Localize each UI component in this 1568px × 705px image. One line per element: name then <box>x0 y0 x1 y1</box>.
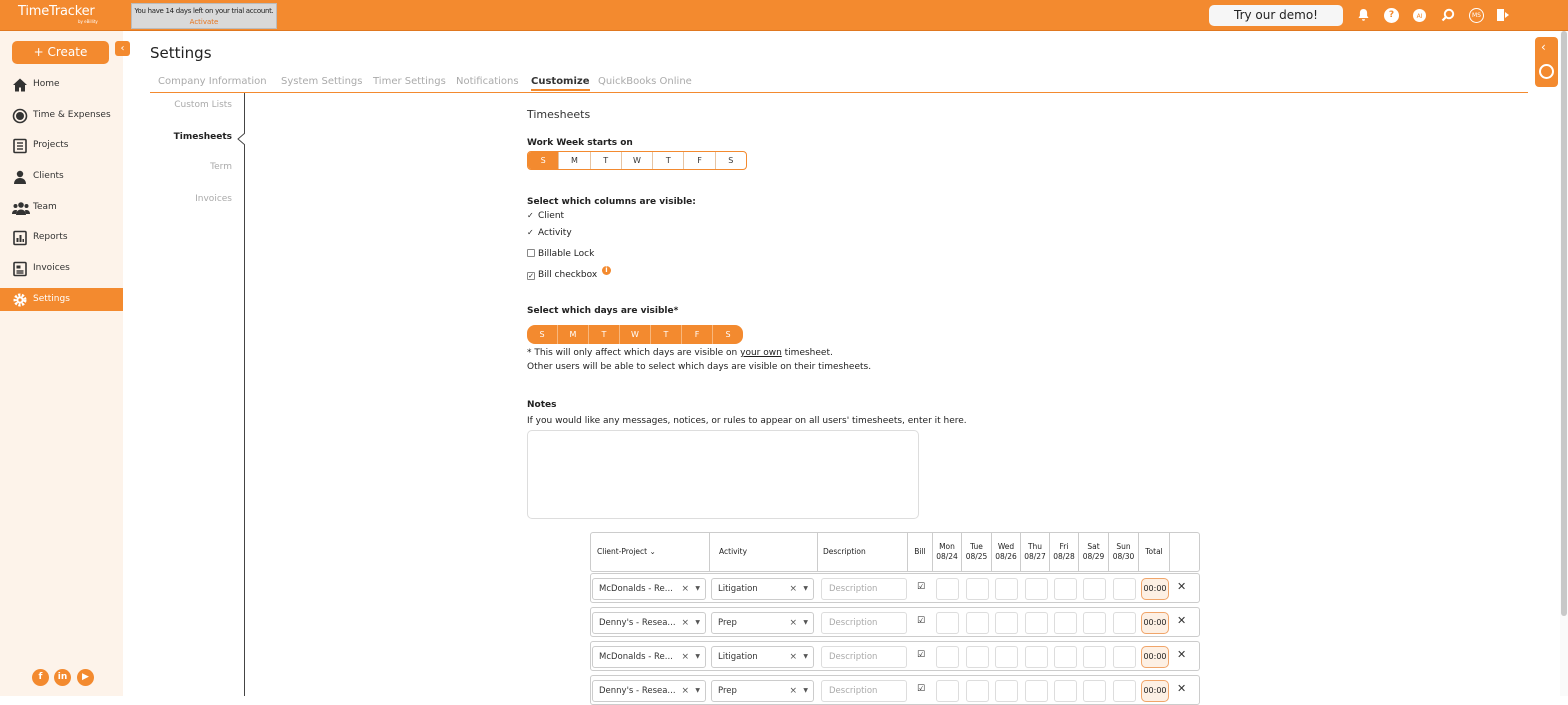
tab-quickbooks-online[interactable]: QuickBooks Online <box>598 76 692 87</box>
client-project-select[interactable]: Denny's - Resea... × ▼ <box>592 612 706 634</box>
top-bar <box>0 0 1568 31</box>
chevron-left-icon: ‹ <box>1541 40 1546 54</box>
notes-textarea[interactable] <box>527 430 919 519</box>
timesheet-header <box>590 532 1200 572</box>
svg-text:AI: AI <box>1416 13 1423 20</box>
visible-days-label: Select which days are visible* <box>527 306 679 316</box>
table-row <box>590 675 1200 705</box>
trial-text: You have 14 days left on your trial account. <box>134 7 274 15</box>
day-hours-input[interactable] <box>936 578 959 600</box>
row-total: 00:00 <box>1141 680 1169 702</box>
sidebar-item-projects[interactable] <box>0 134 123 157</box>
day-hours-input[interactable] <box>995 680 1018 702</box>
logout-icon[interactable] <box>1496 8 1511 23</box>
bill-checkbox[interactable]: ☑ <box>917 582 926 592</box>
settings-tabs <box>150 76 1528 93</box>
week-start-day[interactable]: W <box>622 152 653 169</box>
search-icon[interactable] <box>1440 8 1455 23</box>
subnav-invoices[interactable]: Invoices <box>195 194 232 204</box>
col-day: Mon 08/24 <box>933 533 962 571</box>
gear-icon <box>12 292 28 308</box>
chevron-down-icon: ▼ <box>803 619 808 626</box>
chevron-down-icon: ▼ <box>695 653 700 660</box>
home-icon <box>12 77 28 93</box>
visible-day[interactable]: W <box>620 325 651 344</box>
week-start-day[interactable]: F <box>684 152 715 169</box>
day-hours-input[interactable] <box>1025 612 1048 634</box>
team-icon <box>12 200 28 216</box>
table-row <box>590 573 1200 603</box>
notes-help: If you would like any messages, notices, or rules to appear on all users' timesheets, enter it here. <box>527 416 967 426</box>
table-row <box>590 641 1200 671</box>
sidebar-item-clients[interactable] <box>0 165 123 188</box>
day-hours-input[interactable] <box>1054 612 1077 634</box>
visible-day[interactable]: T <box>651 325 682 344</box>
activate-link[interactable]: Activate <box>189 18 219 26</box>
week-start-day[interactable]: M <box>559 152 590 169</box>
trial-banner <box>131 3 277 29</box>
week-start-day[interactable]: S <box>528 152 559 169</box>
clock-icon <box>12 108 28 124</box>
subnav-term[interactable]: Term <box>210 162 232 172</box>
sidebar-item-label: Time & Expenses <box>33 110 111 120</box>
sidebar-item-invoices[interactable] <box>0 257 123 280</box>
client-project-select[interactable]: McDonalds - Re... × ▼ <box>592 578 706 600</box>
day-hours-input[interactable] <box>1025 646 1048 668</box>
try-demo-button[interactable]: Try our demo! <box>1209 5 1343 26</box>
checkbox[interactable]: ✓ <box>528 272 534 280</box>
col-day: Tue 08/25 <box>962 533 992 571</box>
clear-icon: × <box>681 652 689 662</box>
sidebar-item-label: Reports <box>33 232 68 242</box>
sidebar-item-reports[interactable] <box>0 226 123 249</box>
day-hours-input[interactable] <box>966 680 989 702</box>
visible-day[interactable]: T <box>589 325 620 344</box>
clear-icon: × <box>681 686 689 696</box>
sidebar-item-label: Projects <box>33 140 69 150</box>
col-activity: Activity <box>710 533 818 571</box>
column-toggle-label: Billable Lock <box>538 249 595 259</box>
delete-row-icon[interactable]: ✕ <box>1177 580 1187 593</box>
sidebar-item-label: Invoices <box>33 263 70 273</box>
client-project-select[interactable]: Denny's - Resea... × ▼ <box>592 680 706 702</box>
tab-company-information[interactable]: Company Information <box>158 76 267 87</box>
delete-row-icon[interactable]: ✕ <box>1177 614 1187 627</box>
bill-checkbox[interactable]: ☑ <box>917 650 926 660</box>
section-heading: Timesheets <box>527 108 591 121</box>
column-toggle-activity[interactable] <box>527 228 572 238</box>
col-day: Fri 08/28 <box>1050 533 1079 571</box>
tab-notifications[interactable]: Notifications <box>456 76 519 87</box>
day-hours-input[interactable] <box>936 646 959 668</box>
day-hours-input[interactable] <box>1083 578 1106 600</box>
stopwatch-icon <box>1539 64 1554 79</box>
sidebar-item-settings[interactable] <box>0 288 123 311</box>
day-hours-input[interactable] <box>1054 578 1077 600</box>
day-hours-input[interactable] <box>1083 612 1106 634</box>
column-toggle-label: Bill checkbox <box>538 270 598 280</box>
visible-days-selector <box>527 325 743 344</box>
chevron-down-icon: ▼ <box>803 585 808 592</box>
clear-icon: × <box>681 584 689 594</box>
sidebar-item-label: Home <box>33 79 60 89</box>
col-day: Wed 08/26 <box>992 533 1021 571</box>
row-total: 00:00 <box>1141 646 1169 668</box>
ai-icon[interactable] <box>1412 8 1427 23</box>
day-hours-input[interactable] <box>1083 680 1106 702</box>
youtube-icon[interactable]: ▶ <box>77 669 94 686</box>
day-hours-input[interactable] <box>1054 646 1077 668</box>
tab-system-settings[interactable]: System Settings <box>281 76 363 87</box>
notes-label: Notes <box>527 400 557 410</box>
clear-icon: × <box>789 618 797 628</box>
timesheet-preview <box>590 532 1200 696</box>
description-input[interactable]: Description <box>821 680 907 702</box>
sidebar-item-time-expenses[interactable] <box>0 104 123 127</box>
subnav-custom-lists[interactable]: Custom Lists <box>174 100 232 110</box>
chevron-down-icon: ▼ <box>695 585 700 592</box>
day-hours-input[interactable] <box>966 578 989 600</box>
col-description: Description <box>818 533 908 571</box>
day-hours-input[interactable] <box>1025 680 1048 702</box>
page-title: Settings <box>150 44 212 62</box>
week-start-day[interactable]: S <box>728 156 734 165</box>
activity-select[interactable]: Litigation × ▼ <box>711 646 814 668</box>
timer-panel-tab[interactable] <box>1535 37 1558 87</box>
info-icon[interactable]: i <box>602 266 611 275</box>
activity-select[interactable]: Prep × ▼ <box>711 680 814 702</box>
sidebar-item-team[interactable] <box>0 196 123 219</box>
clear-icon: × <box>789 652 797 662</box>
check-icon: ✓ <box>527 228 534 237</box>
description-input[interactable]: Description <box>821 646 907 668</box>
sidebar-item-label: Settings <box>33 294 70 304</box>
subnav-active-caret <box>237 133 245 145</box>
create-button[interactable]: + Create <box>12 41 109 64</box>
week-start-day[interactable]: T <box>653 152 684 169</box>
day-hours-input[interactable] <box>995 578 1018 600</box>
row-total: 00:00 <box>1141 578 1169 600</box>
linkedin-icon[interactable]: in <box>54 669 71 686</box>
day-hours-input[interactable] <box>1054 680 1077 702</box>
scrollbar[interactable] <box>1560 31 1568 696</box>
work-week-selector <box>527 151 747 170</box>
delete-row-icon[interactable]: ✕ <box>1177 682 1187 695</box>
subnav-timesheets[interactable]: Timesheets <box>173 132 232 142</box>
col-day: Sun 08/30 <box>1109 533 1139 571</box>
column-toggle-label: Activity <box>538 228 572 238</box>
col-client-project[interactable]: Client-Project ⌄ <box>591 533 710 571</box>
column-toggle-billable-lock[interactable] <box>527 249 594 259</box>
day-hours-input[interactable] <box>966 612 989 634</box>
activity-select[interactable]: Litigation × ▼ <box>711 578 814 600</box>
chevron-down-icon: ▼ <box>695 687 700 694</box>
col-day: Thu 08/27 <box>1021 533 1050 571</box>
app-logo-sub: by eBillity <box>78 19 98 24</box>
visible-day[interactable]: S <box>527 325 558 344</box>
day-hours-input[interactable] <box>1113 680 1136 702</box>
clear-icon: × <box>789 584 797 594</box>
bell-icon[interactable] <box>1356 8 1371 23</box>
sidebar-collapse-button[interactable]: ‹ <box>115 41 130 56</box>
chevron-down-icon: ▼ <box>803 653 808 660</box>
work-week-label: Work Week starts on <box>527 138 633 148</box>
column-toggle-client[interactable] <box>527 211 564 221</box>
tab-customize[interactable]: Customize <box>531 76 590 91</box>
sidebar-item-label: Team <box>33 202 57 212</box>
day-hours-input[interactable] <box>995 646 1018 668</box>
check-icon: ✓ <box>527 211 534 220</box>
checkbox[interactable] <box>527 249 535 257</box>
invoices-icon <box>12 261 28 277</box>
facebook-icon[interactable]: f <box>32 669 49 686</box>
chevron-down-icon: ▼ <box>803 687 808 694</box>
clients-icon <box>12 169 28 185</box>
day-hours-input[interactable] <box>1113 646 1136 668</box>
sidebar-item-home[interactable] <box>0 73 123 96</box>
clear-icon: × <box>789 686 797 696</box>
row-total: 00:00 <box>1141 612 1169 634</box>
avatar[interactable]: MS <box>1469 8 1484 23</box>
columns-label: Select which columns are visible: <box>527 197 696 207</box>
chevron-down-icon: ▼ <box>695 619 700 626</box>
week-start-day[interactable]: T <box>591 152 622 169</box>
sidebar <box>0 31 123 696</box>
app-logo[interactable]: TimeTracker <box>18 4 95 19</box>
clear-icon: × <box>681 618 689 628</box>
customize-subnav <box>150 93 245 696</box>
description-input[interactable]: Description <box>821 612 907 634</box>
visible-days-note: * This will only affect which days are visible on your own timesheet. <box>527 348 833 358</box>
visible-day[interactable]: F <box>682 325 713 344</box>
help-icon[interactable]: ? <box>1384 8 1399 23</box>
table-row <box>590 607 1200 637</box>
col-bill: Bill <box>908 533 933 571</box>
day-hours-input[interactable] <box>1083 646 1106 668</box>
day-hours-input[interactable] <box>936 680 959 702</box>
day-hours-input[interactable] <box>966 646 989 668</box>
scrollbar-thumb[interactable] <box>1561 31 1567 616</box>
column-toggle-label: Client <box>538 211 565 221</box>
tab-timer-settings[interactable]: Timer Settings <box>373 76 446 87</box>
delete-row-icon[interactable]: ✕ <box>1177 648 1187 661</box>
day-hours-input[interactable] <box>1025 578 1048 600</box>
sidebar-item-label: Clients <box>33 171 64 181</box>
bill-checkbox[interactable]: ☑ <box>917 616 926 626</box>
reports-icon <box>12 230 28 246</box>
description-input[interactable]: Description <box>821 578 907 600</box>
visible-day[interactable]: M <box>558 325 589 344</box>
projects-icon <box>12 138 28 154</box>
column-toggle-bill-checkbox[interactable] <box>527 270 597 280</box>
visible-day[interactable]: S <box>725 330 731 339</box>
col-total: Total <box>1139 533 1170 571</box>
day-hours-input[interactable] <box>1113 612 1136 634</box>
day-hours-input[interactable] <box>995 612 1018 634</box>
day-hours-input[interactable] <box>1113 578 1136 600</box>
visible-days-note-2: Other users will be able to select which days are visible on their timesheets. <box>527 362 872 372</box>
client-project-select[interactable]: McDonalds - Re... × ▼ <box>592 646 706 668</box>
col-day: Sat 08/29 <box>1079 533 1109 571</box>
bill-checkbox[interactable]: ☑ <box>917 684 926 694</box>
activity-select[interactable]: Prep × ▼ <box>711 612 814 634</box>
day-hours-input[interactable] <box>936 612 959 634</box>
